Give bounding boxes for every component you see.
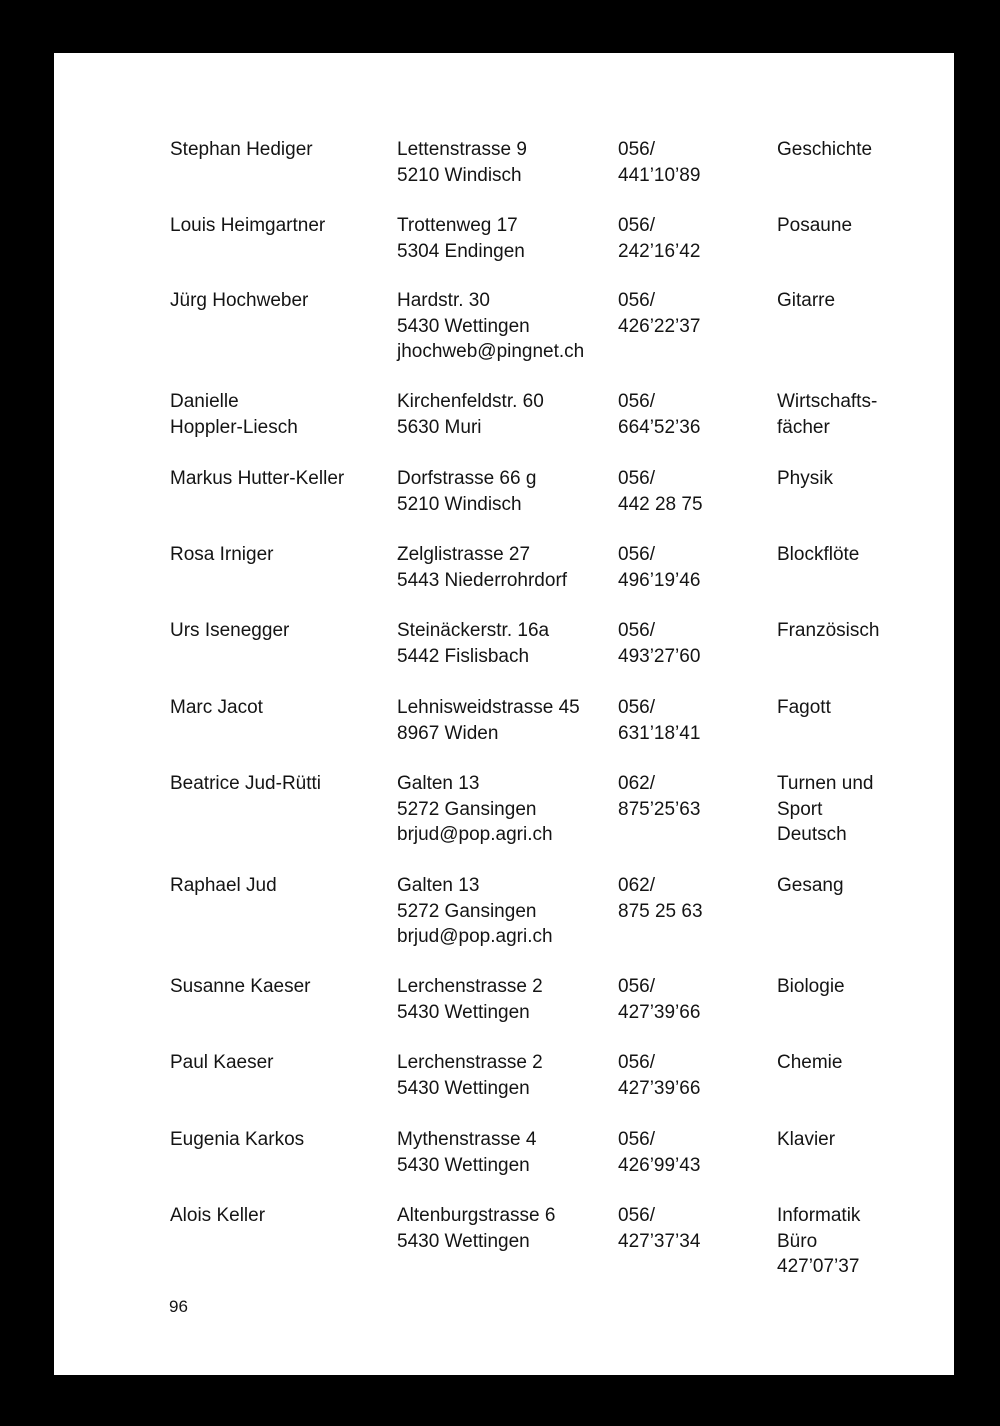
entry-subject-line: Wirtschafts- <box>777 391 878 412</box>
entry-name <box>170 771 321 797</box>
entry-subject-line: Biologie <box>777 976 845 997</box>
entry-subject <box>777 1127 835 1153</box>
entry-address <box>397 974 543 1025</box>
entry-phone-line: 442 28 75 <box>618 493 703 515</box>
entry-address-line: Hardstr. 30 <box>397 290 490 311</box>
entry-name <box>170 1050 274 1076</box>
entry-phone-line: 242’16’42 <box>618 240 701 262</box>
entry-phone <box>618 137 700 188</box>
entry-subject-line: Blockflöte <box>777 544 860 565</box>
entry-subject <box>777 873 844 899</box>
entry-address-line: brjud@pop.agri.ch <box>397 926 553 947</box>
entry-phone-line: 441’10’89 <box>618 164 701 186</box>
entry-name <box>170 1127 304 1153</box>
entry-address-line: 5442 Fislisbach <box>397 645 530 667</box>
entry-name-line: Alois Keller <box>170 1205 266 1226</box>
entry-address <box>397 288 584 365</box>
entry-address <box>397 1050 543 1101</box>
entry-address-line: Trottenweg 17 <box>397 215 518 236</box>
entry-phone-line: 056/ <box>618 1205 655 1226</box>
entry-phone <box>618 618 700 669</box>
entry-phone <box>618 873 703 924</box>
entry-phone-line: 056/ <box>618 391 655 412</box>
entry-name <box>170 974 311 1000</box>
entry-subject-line: Geschichte <box>777 139 873 160</box>
entry-address-line: 5210 Windisch <box>397 493 522 515</box>
entry-phone <box>618 288 700 339</box>
entry-name-line: Rosa Irniger <box>170 544 274 565</box>
entry-phone <box>618 542 700 593</box>
entry-phone-line: 496’19’46 <box>618 569 701 591</box>
entry-name <box>170 137 313 163</box>
entry-subject-line: Sport <box>777 798 823 820</box>
entry-name-line: Susanne Kaeser <box>170 976 311 997</box>
entry-phone-line: 056/ <box>618 215 655 236</box>
entry-phone-line: 062/ <box>618 773 655 794</box>
entry-phone <box>618 1203 700 1254</box>
entry-phone <box>618 1050 700 1101</box>
entry-address-line: 5304 Endingen <box>397 240 525 262</box>
entry-subject-line: Chemie <box>777 1052 843 1073</box>
entry-subject-line: Deutsch <box>777 824 847 845</box>
entry-address-line: Kirchenfeldstr. 60 <box>397 391 544 412</box>
entry-address-line: 5430 Wettingen <box>397 1154 530 1176</box>
entry-name-line: Stephan Hediger <box>170 139 313 160</box>
entry-phone-line: 056/ <box>618 1129 655 1150</box>
entry-subject-line: fächer <box>777 416 830 438</box>
entry-address-line: Steinäckerstr. 16a <box>397 620 550 641</box>
entry-subject <box>777 771 873 848</box>
directory-page <box>54 53 954 1375</box>
entry-subject <box>777 695 831 721</box>
entry-address <box>397 771 553 848</box>
entry-address-line: Lerchenstrasse 2 <box>397 1052 543 1073</box>
entry-phone-line: 056/ <box>618 976 655 997</box>
entry-subject-line: Physik <box>777 468 833 489</box>
entry-address <box>397 389 544 440</box>
entry-address <box>397 695 580 746</box>
entry-phone-line: 427’39’66 <box>618 1077 701 1099</box>
entry-address-line: 5430 Wettingen <box>397 1230 530 1252</box>
entry-address-line: 5272 Gansingen <box>397 798 537 820</box>
entry-name-line: Raphael Jud <box>170 875 277 896</box>
entry-address-line: Dorfstrasse 66 g <box>397 468 537 489</box>
entry-address-line: Galten 13 <box>397 773 480 794</box>
entry-subject-line: Gitarre <box>777 290 836 311</box>
entry-phone <box>618 1127 700 1178</box>
entry-address-line: 5430 Wettingen <box>397 1001 530 1023</box>
entry-address-line: jhochweb@pingnet.ch <box>397 341 585 362</box>
entry-name-line: Marc Jacot <box>170 697 263 718</box>
entry-address <box>397 1127 536 1178</box>
entry-subject <box>777 389 877 440</box>
entry-name <box>170 618 289 644</box>
entry-address-line: Zelglistrasse 27 <box>397 544 531 565</box>
entry-phone-line: 056/ <box>618 290 655 311</box>
entry-subject <box>777 542 859 568</box>
entry-phone-line: 056/ <box>618 544 655 565</box>
entry-subject-line: Fagott <box>777 697 831 718</box>
entry-name <box>170 213 325 239</box>
entry-name <box>170 1203 265 1229</box>
entry-name-line: Markus Hutter-Keller <box>170 468 345 489</box>
entry-subject <box>777 213 852 239</box>
entry-address-line: Mythenstrasse 4 <box>397 1129 537 1150</box>
entry-subject <box>777 288 835 314</box>
entry-address <box>397 542 567 593</box>
entry-address-line: 5210 Windisch <box>397 164 522 186</box>
entry-subject-line: 427’07’37 <box>777 1256 860 1277</box>
entry-address-line: 8967 Widen <box>397 722 499 744</box>
entry-address-line: Lerchenstrasse 2 <box>397 976 543 997</box>
entry-phone-line: 875 25 63 <box>618 900 703 922</box>
entry-phone-line: 056/ <box>618 139 655 160</box>
entry-phone <box>618 466 703 517</box>
entry-name <box>170 873 277 899</box>
entry-subject-line: Posaune <box>777 215 853 236</box>
entry-name-line: Hoppler-Liesch <box>170 416 298 438</box>
entry-address-line: 5272 Gansingen <box>397 900 537 922</box>
entry-phone-line: 056/ <box>618 697 655 718</box>
entry-subject <box>777 1050 842 1076</box>
entry-subject <box>777 1203 860 1280</box>
entry-address <box>397 873 553 950</box>
entry-phone <box>618 213 700 264</box>
entry-phone-line: 427’37’34 <box>618 1230 701 1252</box>
entry-name <box>170 695 263 721</box>
entry-address-line: 5430 Wettingen <box>397 315 530 337</box>
entry-name <box>170 389 298 440</box>
entry-phone-line: 493’27’60 <box>618 645 701 667</box>
entry-name-line: Jürg Hochweber <box>170 290 309 311</box>
entry-name-line: Eugenia Karkos <box>170 1129 305 1150</box>
entry-phone-line: 056/ <box>618 468 655 489</box>
entry-subject <box>777 466 833 492</box>
entry-address-line: Altenburgstrasse 6 <box>397 1205 556 1226</box>
entry-name-line: Beatrice Jud-Rütti <box>170 773 322 794</box>
entry-subject-line: Klavier <box>777 1129 836 1150</box>
entry-name-line: Urs Isenegger <box>170 620 290 641</box>
entry-phone-line: 056/ <box>618 620 655 641</box>
entry-subject-line: Informatik <box>777 1205 861 1226</box>
entry-subject-line: Turnen und <box>777 773 874 794</box>
entry-address <box>397 466 536 517</box>
entry-address-line: 5443 Niederrohrdorf <box>397 569 568 591</box>
entry-phone-line: 056/ <box>618 1052 655 1073</box>
entry-address-line: brjud@pop.agri.ch <box>397 824 553 845</box>
entry-phone <box>618 389 700 440</box>
entry-address <box>397 213 525 264</box>
entry-subject-line: Gesang <box>777 875 844 896</box>
entry-phone-line: 062/ <box>618 875 655 896</box>
entry-name-line: Danielle <box>170 391 239 412</box>
entry-address <box>397 618 549 669</box>
entry-phone-line: 426’22’37 <box>618 315 701 337</box>
entry-phone-line: 664’52’36 <box>618 416 701 438</box>
entry-phone <box>618 695 700 746</box>
entry-name-line: Paul Kaeser <box>170 1052 274 1073</box>
page-number: 96 <box>169 1297 188 1316</box>
entry-name <box>170 466 344 492</box>
entry-phone <box>618 974 700 1025</box>
entry-address <box>397 137 527 188</box>
entry-phone-line: 426’99’43 <box>618 1154 701 1176</box>
entry-name <box>170 288 308 314</box>
entry-name <box>170 542 274 568</box>
entry-address-line: Lettenstrasse 9 <box>397 139 527 160</box>
entry-subject-line: Französisch <box>777 620 880 641</box>
entry-address-line: 5430 Wettingen <box>397 1077 530 1099</box>
entry-name-line: Louis Heimgartner <box>170 215 326 236</box>
entry-address <box>397 1203 555 1254</box>
entry-phone-line: 427’39’66 <box>618 1001 701 1023</box>
entry-phone <box>618 771 700 822</box>
entry-subject <box>777 974 845 1000</box>
entry-subject <box>777 618 879 644</box>
entry-phone-line: 631’18’41 <box>618 722 701 744</box>
entry-address-line: Galten 13 <box>397 875 480 896</box>
entry-subject-line: Büro <box>777 1230 818 1252</box>
entry-address-line: 5630 Muri <box>397 416 482 438</box>
entry-subject <box>777 137 872 163</box>
entry-address-line: Lehnisweidstrasse 45 <box>397 697 580 718</box>
entry-phone-line: 875’25’63 <box>618 798 701 820</box>
